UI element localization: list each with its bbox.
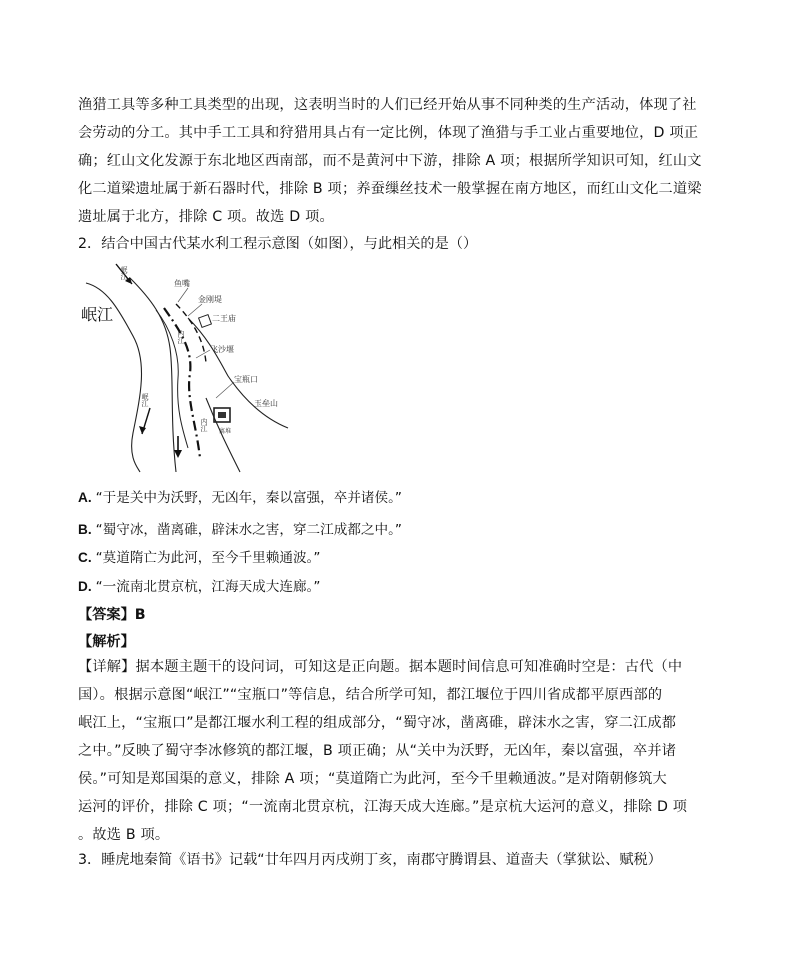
river-bank-right [188,318,288,428]
flow-arrow-icon [174,436,182,458]
map-label-erwangmiao: 二王庙 [212,314,236,323]
map-label-lidui: 离堆 [219,428,232,435]
option-key: B. [78,522,92,537]
map-label-baopingkou: 宝瓶口 [234,375,258,384]
prev-explanation-line: 遗址属于北方，排除 C 项。故选 D 项。 [78,209,334,225]
map-label-yuleishan: 玉垒山 [254,399,278,408]
option-d [78,575,320,595]
option-text: “一流南北贯京杭，江海天成大连廊。” [95,579,321,595]
option-key: C. [78,550,92,565]
detail-line: 侯。”可知是郑国渠的意义，排除 A 项；“莫道隋亡为此河，至今千里赖通波。”是对隋朝修筑大 [78,771,667,787]
prev-explanation-line: 化二道梁遗址属于新石器时代，排除 B 项；养蚕缫丝技术一般掌握在南方地区，而红山文化二道梁 [78,181,702,197]
option-text: “蜀守冰，凿离碓，辟沫水之害，穿二江成都之中。” [95,522,402,538]
map-label-neijiang: 内江 [177,330,185,344]
map-label-minjiang-top: 岷江 [120,266,128,280]
detail-line: 岷江上，“宝瓶口”是都江堰水利工程的组成部分，“蜀守冰，凿离碓，辟沫水之害，穿二江成都 [78,715,677,731]
map-label-yuzui: 鱼嘴 [174,279,190,288]
flow-arrow-icon [139,408,150,434]
detail-line: 。故选 B 项。 [78,827,170,843]
option-b [78,518,402,538]
question-2-stem: 2．结合中国古代某水利工程示意图（如图），与此相关的是（） [78,236,478,252]
prev-explanation [78,91,718,231]
river-bank-east [206,398,240,472]
dujiangyan-map [78,258,298,473]
map-label-feishayan: 飞沙堰 [210,345,234,354]
prev-explanation-line: 会劳动的分工。其中手工工具和狩猎用具占有一定比例，体现了渔猎与手工业占重要地位，D 项正 [78,125,699,141]
option-a [78,486,402,506]
option-key: D. [78,579,92,594]
erwangmiao-building-icon [199,315,212,328]
question-3-stem: 3．睡虎地秦简《语书》记载“廿年四月丙戌朔丁亥，南郡守腾谓县、道啬夫（掌狱讼、赋税） [78,852,662,868]
detail-line: 【详解】据本题主题干的设问词，可知这是正向题。据本题时间信息可知准确时空是：古代（中 [78,659,683,675]
map-label-minjiang: 岷江 [81,305,114,324]
option-c [78,546,320,566]
map-label-jingangdi: 金刚堤 [198,295,222,304]
prev-explanation-line: 渔猎工具等多种工具类型的出现，这表明当时的人们已经开始从事不同种类的生产活动，体现了社 [78,97,697,113]
option-text: “于是关中为沃野，无凶年，秦以富强，卒并诸侯。” [95,490,402,506]
prev-explanation-line: 确；红山文化发源于东北地区西南部，而不是黄河中下游，排除 A 项；根据所学知识可知，红山文 [78,153,702,169]
option-text: “莫道隋亡为此河，至今千里赖通波。” [95,550,321,566]
map-label-waijiang: 岷江 [141,393,149,407]
river-bank-mid [130,278,176,472]
option-key: A. [78,490,92,505]
detail-line: 之中。”反映了蜀守李冰修筑的都江堰，B 项正确；从“关中为沃野，无凶年，秦以富强，卒并诸 [78,743,677,759]
answer-tag: 【答案】B [78,607,146,623]
detail-line: 运河的评价，排除 C 项；“一流南北贯京杭，江海天成大连廊。”是京杭大运河的意义，排除 D 项 [78,799,688,815]
detail-line: 国）。根据示意图“岷江”“宝瓶口”等信息，结合所学可知，都江堰位于四川省成都平原西部的 [78,687,663,703]
map-label-neijiang-lower: 内江 [200,418,208,432]
analysis-tag: 【解析】 [78,634,135,650]
detail-explanation [78,653,718,849]
